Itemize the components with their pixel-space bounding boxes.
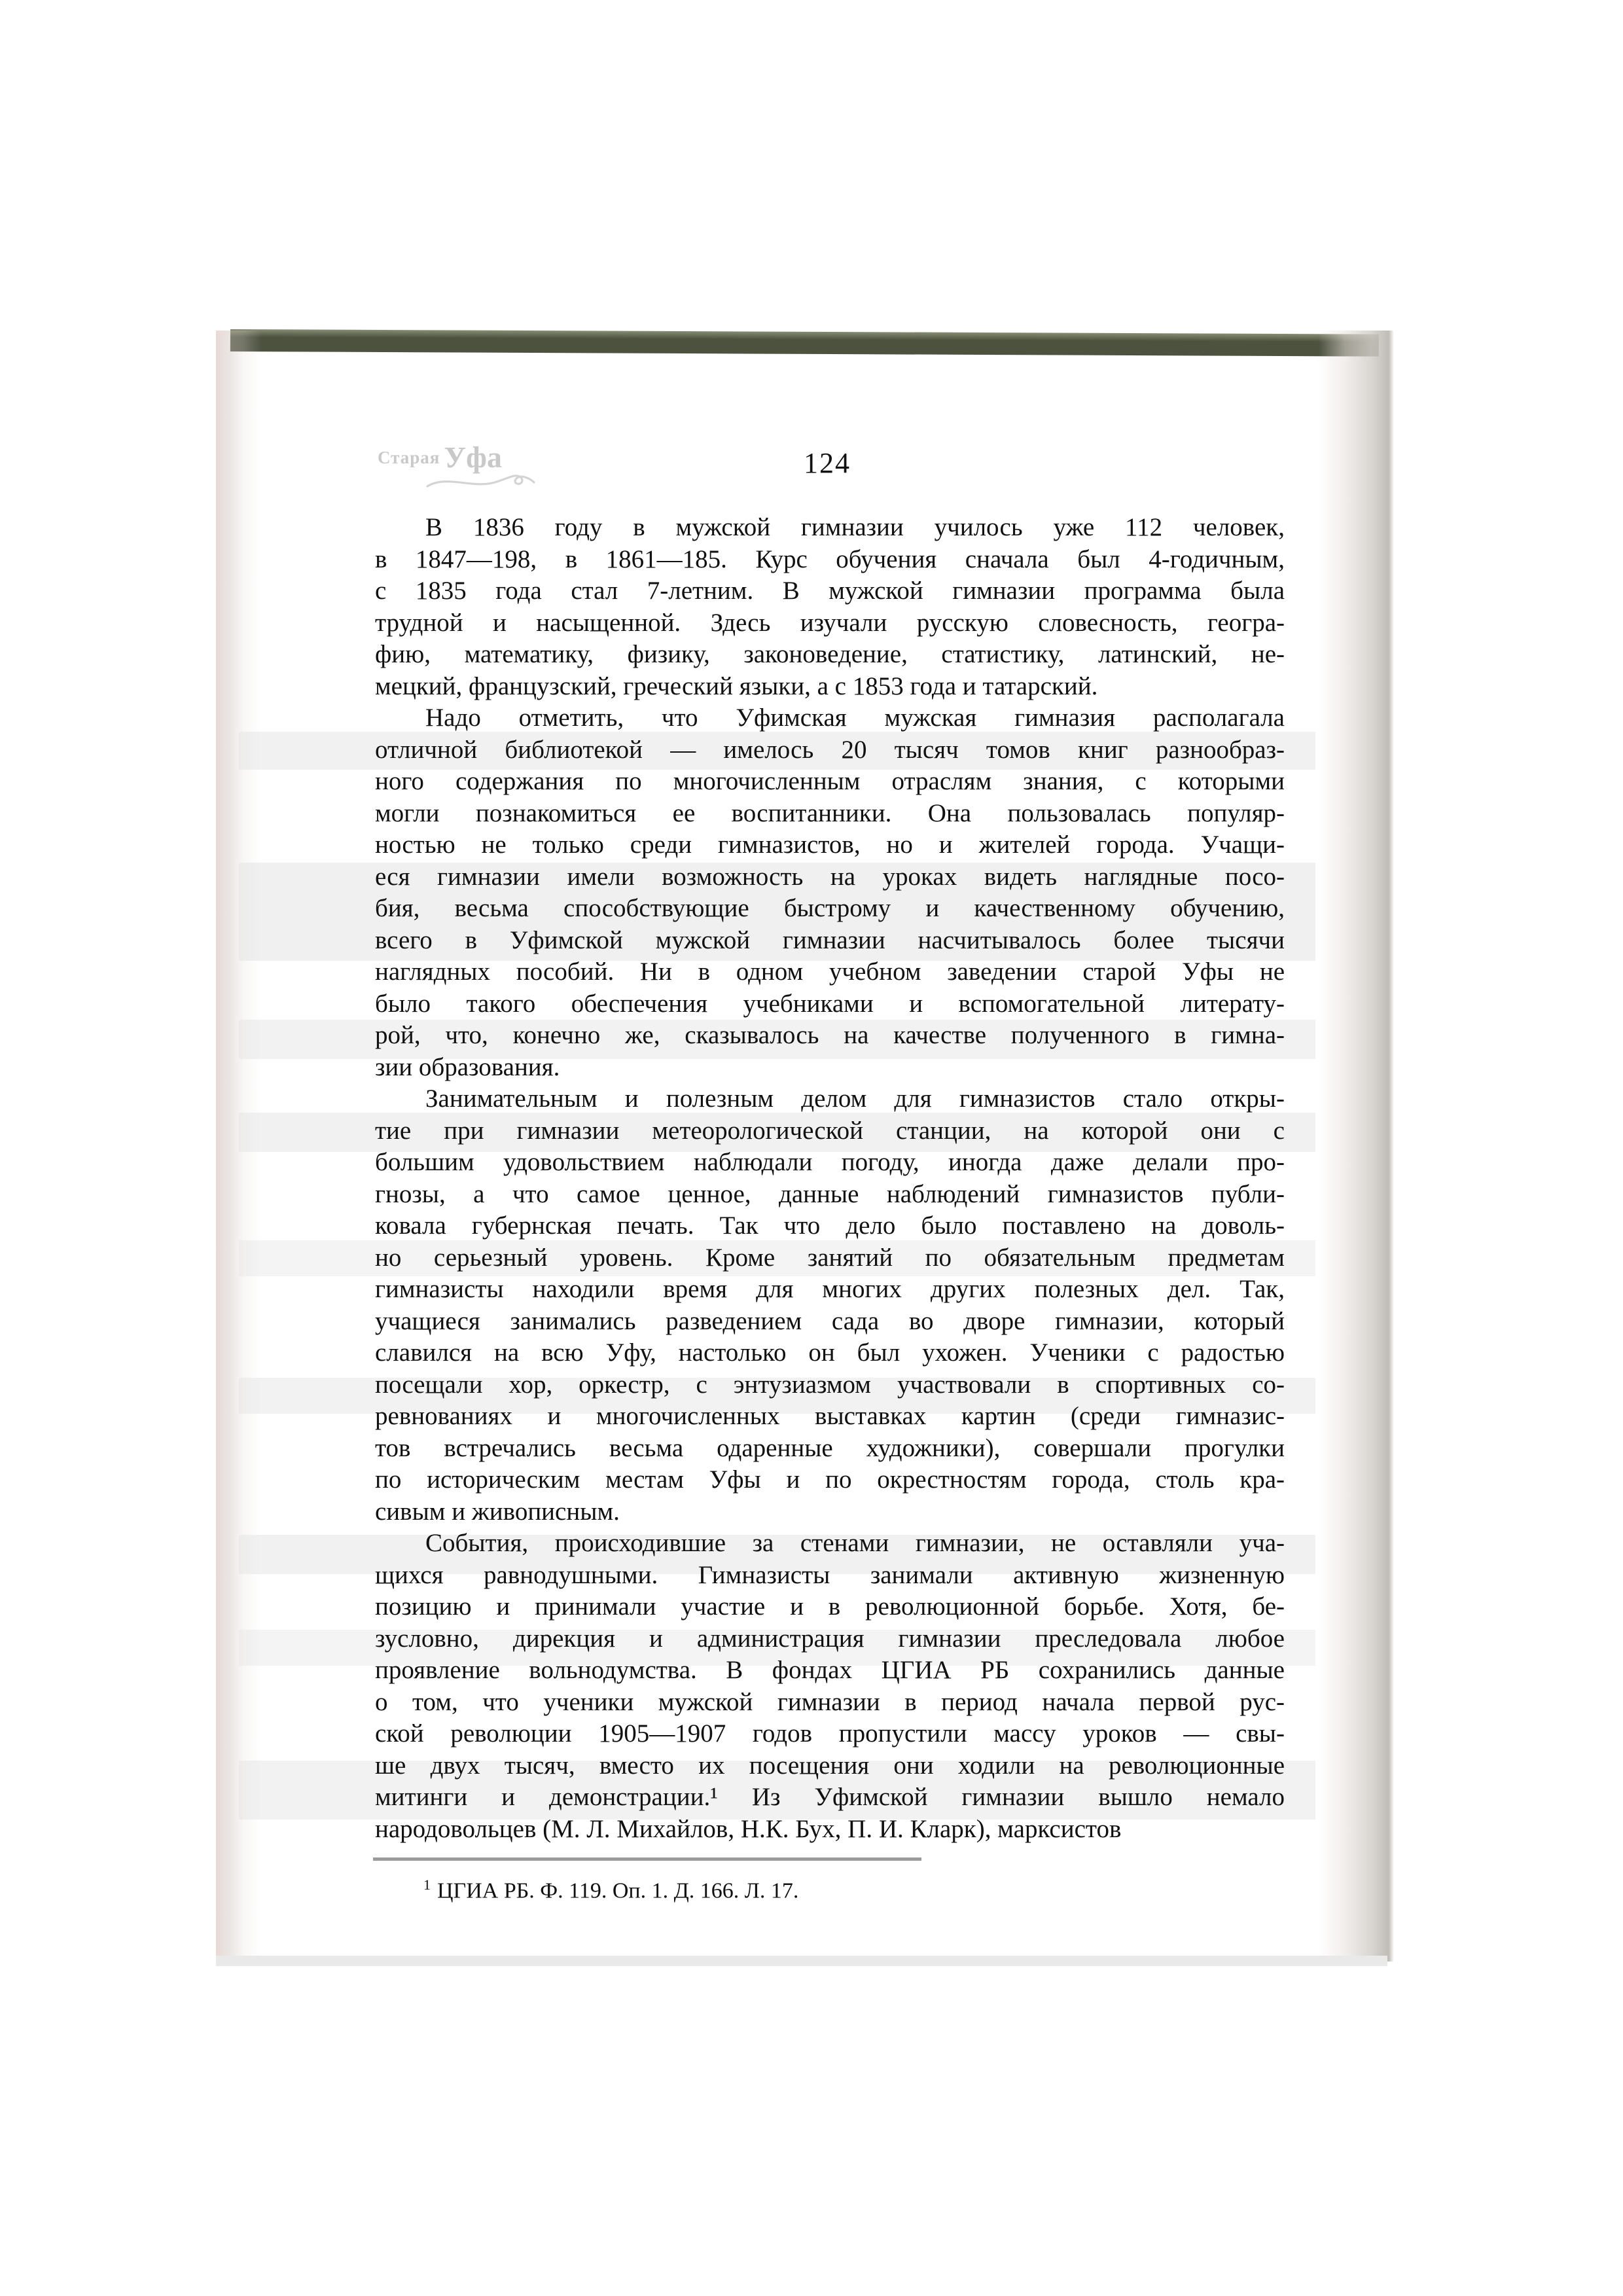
text-line: гимназисты находили время для многих других полезных дел. Так, xyxy=(375,1275,1285,1303)
page-number: 124 xyxy=(804,447,851,479)
text-line: отличной библиотекой — имелось 20 тысяч томов книг разнообраз- xyxy=(375,735,1285,764)
text-line: трудной и насыщенной. Здесь изучали русскую словесность, геогра- xyxy=(375,608,1285,637)
text-line: большим удовольствием наблюдали погоду, иногда даже делали про- xyxy=(375,1148,1285,1176)
footnote-text: ЦГИА РБ. Ф. 119. Оп. 1. Д. 166. Л. 17. xyxy=(437,1878,799,1903)
text-line: ревнованиях и многочисленных выставках картин (среди гимназис- xyxy=(375,1402,1285,1430)
text-block xyxy=(375,512,1285,1845)
text-line: гнозы, а что самое ценное, данные наблюдений гимназистов публи- xyxy=(375,1179,1285,1208)
text-line: щихся равнодушными. Гимназисты занимали активную жизненную xyxy=(375,1560,1285,1589)
text-line: позицию и принимали участие и в революционной борьбе. Хотя, бе- xyxy=(375,1592,1285,1621)
text-line: События, происходившие за стенами гимназии, не оставляли уча- xyxy=(425,1529,1285,1557)
text-line: рой, что, конечно же, сказывалось на качестве полученного в гимна- xyxy=(375,1021,1285,1049)
logo-flourish-icon xyxy=(425,469,537,495)
text-line: учащиеся занимались разведением сада во дворе гимназии, который xyxy=(375,1306,1285,1335)
text-line: митинги и демонстрации.¹ Из Уфимской гимназии вышло немало xyxy=(375,1783,1285,1811)
text-line: могли познакомиться ее воспитанники. Она пользовалась популяр- xyxy=(375,798,1285,827)
text-line: ковала губернская печать. Так что дело было поставлено на доволь- xyxy=(375,1211,1285,1240)
text-line: еся гимназии имели возможность на уроках видеть наглядные посо- xyxy=(375,862,1285,891)
text-line: зусловно, дирекция и администрация гимназии преследовала любое xyxy=(375,1624,1285,1653)
text-line: по историческим местам Уфы и по окрестностям города, столь кра- xyxy=(375,1465,1285,1494)
scan-right-edge-shadow xyxy=(1319,331,1394,1962)
text-line: народовольцев (М. Л. Михайлов, Н.К. Бух, П. И. Кларк), марксистов xyxy=(375,1814,1122,1843)
text-line: славился на всю Уфу, настолько он был ухожен. Ученики с радостью xyxy=(375,1338,1285,1367)
footnote-marker: 1 xyxy=(423,1876,431,1893)
text-line: сивым и живописным. xyxy=(375,1497,620,1526)
text-line: ного содержания по многочисленным отраслям знания, с которыми xyxy=(375,767,1285,795)
text-line: всего в Уфимской мужской гимназии насчитывалось более тысячи xyxy=(375,925,1285,954)
text-line: посещали хор, оркестр, с энтузиазмом участвовали в спортивных со- xyxy=(375,1370,1285,1399)
text-line: ской революции 1905—1907 годов пропустили массу уроков — свы- xyxy=(375,1719,1285,1748)
book-logo-word-small: Старая xyxy=(378,448,440,467)
text-line: мецкий, французский, греческий языки, а с 1853 года и татарский. xyxy=(375,672,1098,700)
text-line: с 1835 года стал 7-летним. В мужской гимназии программа была xyxy=(375,577,1285,605)
text-line: ностью не только среди гимназистов, но и жителей города. Учащи- xyxy=(375,831,1285,859)
text-line: бия, весьма способствующие быстрому и качественному обучению, xyxy=(375,894,1285,922)
book-logo-word-big: Уфа xyxy=(444,440,502,474)
text-line: В 1836 году в мужской гимназии училось уже 112 человек, xyxy=(425,513,1285,541)
scan-bottom-edge-shadow xyxy=(216,1956,1387,1966)
text-line: Занимательным и полезным делом для гимназистов стало откры- xyxy=(425,1085,1285,1113)
text-line: наглядных пособий. Ни в одном учебном заведении старой Уфы не xyxy=(375,958,1285,986)
footnote-rule xyxy=(373,1857,921,1861)
text-line: было такого обеспечения учебниками и вспомогательной литерату- xyxy=(375,989,1285,1018)
text-line: тие при гимназии метеорологической станции, на которой они с xyxy=(375,1116,1285,1145)
text-line: тов встречались весьма одаренные художники), совершали прогулки xyxy=(375,1433,1285,1462)
text-line: о том, что ученики мужской гимназии в период начала первой рус- xyxy=(375,1687,1285,1716)
text-line: ше двух тысяч, вместо их посещения они ходили на революционные xyxy=(375,1751,1285,1780)
footnote xyxy=(375,1871,1285,1905)
text-line: но серьезный уровень. Кроме занятий по обязательным предметам xyxy=(375,1243,1285,1272)
text-line: в 1847—198, в 1861—185. Курс обучения сначала был 4-годичным, xyxy=(375,545,1285,573)
text-line: проявление вольнодумства. В фондах ЦГИА РБ сохранились данные xyxy=(375,1656,1285,1684)
text-line: зии образования. xyxy=(375,1052,560,1081)
text-line: фию, математику, физику, законоведение, статистику, латинский, не- xyxy=(375,640,1285,668)
text-line: Надо отметить, что Уфимская мужская гимназия располагала xyxy=(425,704,1285,732)
